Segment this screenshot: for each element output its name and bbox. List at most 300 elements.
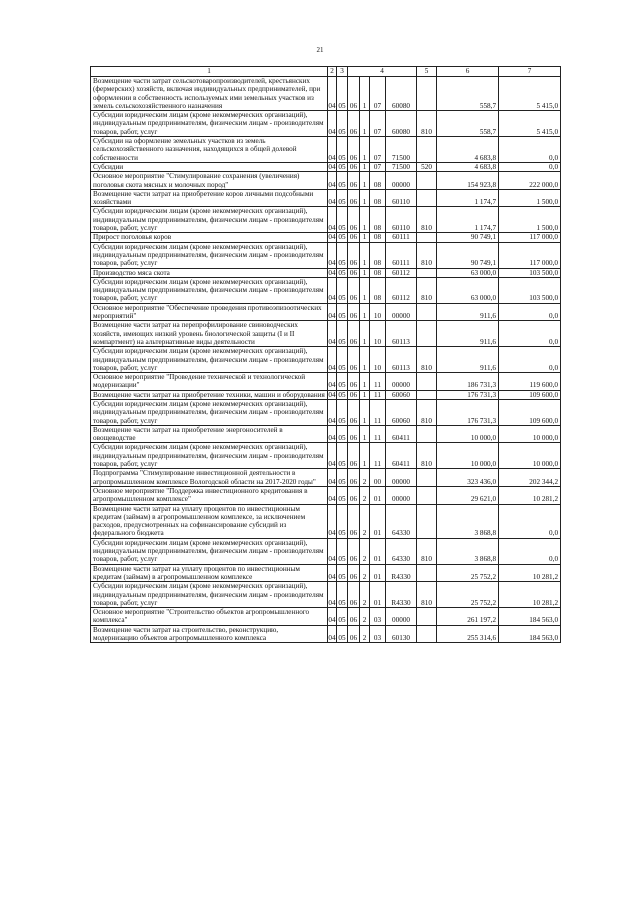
cell-amount-7: 0,0 xyxy=(499,538,561,564)
cell-amount-6: 176 731,3 xyxy=(437,399,499,425)
cell-amount-7: 10 000,0 xyxy=(499,425,561,443)
cell-code-2: 04 xyxy=(328,303,337,321)
cell-amount-6: 3 868,8 xyxy=(437,504,499,538)
cell-code-4c: 11 xyxy=(370,373,386,391)
cell-code-4c: 10 xyxy=(370,303,386,321)
cell-amount-6: 1 174,7 xyxy=(437,207,499,233)
cell-code-4a: 06 xyxy=(348,504,360,538)
cell-code-4a: 06 xyxy=(348,486,360,504)
cell-code-4d: R4330 xyxy=(386,564,417,582)
table-row xyxy=(91,538,561,564)
row-name: Прирост поголовья коров xyxy=(91,233,328,242)
row-name: Субсидии на оформление земельных участков из земель сельскохозяйственного назначения, находящихся в общей долевой собственности xyxy=(91,137,328,163)
row-name: Возмещение части затрат на приобретение техники, машин и оборудования xyxy=(91,390,328,399)
cell-code-4c: 01 xyxy=(370,582,386,608)
cell-code-4c: 01 xyxy=(370,564,386,582)
cell-code-4c: 07 xyxy=(370,162,386,171)
cell-code-4a: 06 xyxy=(348,469,360,487)
row-name: Возмещение части затрат сельскотоваропроизводителей, крестьянских (фермерских) хозяйств, включая индивидуальных предпринимателей, при оформлении в собственность используемых ими земельных участков из земель сельскохозяйственного назначения xyxy=(91,77,328,111)
cell-code-4b: 2 xyxy=(360,564,370,582)
table-row xyxy=(91,486,561,504)
cell-code-4d: 60130 xyxy=(386,625,417,643)
cell-code-2: 04 xyxy=(328,443,337,469)
cell-code-4b: 2 xyxy=(360,582,370,608)
cell-code-4b: 1 xyxy=(360,162,370,171)
cell-code-3: 05 xyxy=(337,425,348,443)
cell-code-4c: 07 xyxy=(370,77,386,111)
cell-code-3: 05 xyxy=(337,207,348,233)
cell-code-3: 05 xyxy=(337,111,348,137)
cell-amount-6: 63 000,0 xyxy=(437,277,499,303)
cell-amount-7: 117 000,0 xyxy=(499,233,561,242)
col-header-5: 5 xyxy=(417,67,437,77)
col-header-4: 4 xyxy=(348,67,417,77)
cell-amount-6: 1 174,7 xyxy=(437,189,499,207)
cell-code-4a: 06 xyxy=(348,207,360,233)
cell-code-5: 810 xyxy=(417,111,437,137)
cell-code-5 xyxy=(417,504,437,538)
cell-code-2: 04 xyxy=(328,504,337,538)
cell-amount-6: 176 731,3 xyxy=(437,390,499,399)
cell-code-3: 05 xyxy=(337,373,348,391)
cell-code-4b: 1 xyxy=(360,137,370,163)
table-row xyxy=(91,564,561,582)
cell-code-2: 04 xyxy=(328,207,337,233)
cell-code-4c: 10 xyxy=(370,321,386,347)
cell-code-3: 05 xyxy=(337,443,348,469)
cell-code-4d: 00000 xyxy=(386,486,417,504)
cell-code-4a: 06 xyxy=(348,303,360,321)
table-row xyxy=(91,625,561,643)
cell-code-5: 520 xyxy=(417,162,437,171)
cell-code-3: 05 xyxy=(337,172,348,190)
table-row xyxy=(91,77,561,111)
cell-code-2: 04 xyxy=(328,277,337,303)
page-number: 21 xyxy=(316,46,324,54)
cell-code-5: 810 xyxy=(417,399,437,425)
cell-amount-7: 0,0 xyxy=(499,347,561,373)
row-name: Субсидии юридическим лицам (кроме некоммерческих организаций), индивидуальным предпринимателям, физическим лицам - производителям товаров, работ, услуг xyxy=(91,277,328,303)
cell-code-3: 05 xyxy=(337,189,348,207)
cell-amount-7: 184 563,0 xyxy=(499,608,561,626)
cell-code-3: 05 xyxy=(337,77,348,111)
cell-code-3: 05 xyxy=(337,564,348,582)
cell-code-4a: 06 xyxy=(348,277,360,303)
cell-code-4c: 11 xyxy=(370,390,386,399)
cell-amount-7: 0,0 xyxy=(499,321,561,347)
cell-code-4c: 07 xyxy=(370,111,386,137)
cell-code-4b: 1 xyxy=(360,207,370,233)
cell-code-3: 05 xyxy=(337,242,348,268)
row-name: Возмещение части затрат на уплату процентов по инвестиционным кредитам (займам) в агропромышленном комплексе xyxy=(91,564,328,582)
table-body xyxy=(91,77,561,643)
col-header-7: 7 xyxy=(499,67,561,77)
col-header-3: 3 xyxy=(337,67,348,77)
cell-code-4a: 06 xyxy=(348,443,360,469)
cell-amount-7: 10 281,2 xyxy=(499,564,561,582)
cell-amount-6: 186 731,3 xyxy=(437,373,499,391)
table-row xyxy=(91,390,561,399)
cell-code-3: 05 xyxy=(337,399,348,425)
cell-code-4a: 06 xyxy=(348,425,360,443)
cell-code-2: 04 xyxy=(328,373,337,391)
cell-code-4a: 06 xyxy=(348,172,360,190)
row-name: Возмещение части затрат на перепрофилирование свиноводческих хозяйств, имеющих низкий уровень биологической защиты (I и II компартмент) на альтернативные виды деятельности xyxy=(91,321,328,347)
cell-code-2: 04 xyxy=(328,172,337,190)
cell-amount-7: 109 600,0 xyxy=(499,399,561,425)
table-row xyxy=(91,207,561,233)
cell-code-4d: 71500 xyxy=(386,137,417,163)
cell-code-3: 05 xyxy=(337,504,348,538)
cell-amount-6: 3 868,8 xyxy=(437,538,499,564)
cell-amount-7: 10 000,0 xyxy=(499,443,561,469)
cell-code-4d: 00000 xyxy=(386,172,417,190)
cell-code-4b: 1 xyxy=(360,373,370,391)
cell-amount-6: 558,7 xyxy=(437,111,499,137)
row-name: Возмещение части затрат на приобретение коров личными подсобными хозяйствами xyxy=(91,189,328,207)
cell-amount-7: 202 344,2 xyxy=(499,469,561,487)
cell-code-4c: 01 xyxy=(370,486,386,504)
cell-amount-7: 0,0 xyxy=(499,162,561,171)
cell-code-4d: 60060 xyxy=(386,390,417,399)
row-name: Производство мяса скота xyxy=(91,268,328,277)
cell-code-4b: 2 xyxy=(360,538,370,564)
table-row xyxy=(91,189,561,207)
table-row xyxy=(91,504,561,538)
cell-code-4d: 00000 xyxy=(386,608,417,626)
row-name: Субсидии юридическим лицам (кроме некоммерческих организаций), индивидуальным предпринимателям, физическим лицам - производителям товаров, работ, услуг xyxy=(91,538,328,564)
row-name: Возмещение части затрат на приобретение энергоносителей в овощеводстве xyxy=(91,425,328,443)
cell-amount-7: 109 600,0 xyxy=(499,390,561,399)
cell-code-3: 05 xyxy=(337,469,348,487)
cell-code-4a: 06 xyxy=(348,608,360,626)
cell-code-5: 810 xyxy=(417,347,437,373)
cell-code-4d: 60080 xyxy=(386,77,417,111)
cell-code-4b: 2 xyxy=(360,469,370,487)
cell-code-4b: 2 xyxy=(360,504,370,538)
cell-code-5 xyxy=(417,233,437,242)
table-row xyxy=(91,608,561,626)
cell-code-5 xyxy=(417,608,437,626)
cell-code-4c: 08 xyxy=(370,189,386,207)
cell-code-4b: 1 xyxy=(360,303,370,321)
cell-code-4b: 1 xyxy=(360,321,370,347)
cell-amount-7: 0,0 xyxy=(499,303,561,321)
cell-code-4b: 1 xyxy=(360,277,370,303)
cell-code-2: 04 xyxy=(328,321,337,347)
row-name: Подпрограмма "Стимулирование инвестиционной деятельности в агропромышленном комплексе Вологодской области на 2017-2020 годы" xyxy=(91,469,328,487)
cell-code-4b: 1 xyxy=(360,242,370,268)
row-name: Возмещение части затрат на строительство, реконструкцию, модернизацию объектов агропромышленного комплекса xyxy=(91,625,328,643)
cell-code-4c: 07 xyxy=(370,137,386,163)
budget-table xyxy=(90,66,561,643)
cell-code-5 xyxy=(417,390,437,399)
cell-code-5 xyxy=(417,564,437,582)
cell-code-4c: 08 xyxy=(370,207,386,233)
cell-code-4a: 06 xyxy=(348,373,360,391)
cell-amount-7: 5 415,0 xyxy=(499,111,561,137)
cell-amount-7: 222 000,0 xyxy=(499,172,561,190)
table-row xyxy=(91,347,561,373)
table-row xyxy=(91,137,561,163)
cell-code-5 xyxy=(417,303,437,321)
cell-code-2: 04 xyxy=(328,268,336,277)
cell-code-4d: 64330 xyxy=(386,538,417,564)
table-row xyxy=(91,443,561,469)
cell-code-5 xyxy=(417,172,437,190)
cell-code-5 xyxy=(417,268,437,277)
cell-code-4c: 08 xyxy=(370,233,386,242)
table-row xyxy=(91,373,561,391)
row-name: Субсидии юридическим лицам (кроме некоммерческих организаций), индивидуальным предпринимателям, физическим лицам - производителям товаров, работ, услуг xyxy=(91,582,328,608)
cell-amount-6: 154 923,8 xyxy=(437,172,499,190)
cell-code-4d: 60411 xyxy=(386,425,417,443)
cell-amount-6: 25 752,2 xyxy=(437,564,499,582)
cell-code-4b: 1 xyxy=(360,347,370,373)
row-name: Субсидии юридическим лицам (кроме некоммерческих организаций), индивидуальным предпринимателям, физическим лицам - производителям товаров, работ, услуг xyxy=(91,443,328,469)
cell-amount-6: 261 197,2 xyxy=(437,608,499,626)
row-name: Основное мероприятие "Стимулирование сохранения (увеличения) поголовья скота мясных и молочных пород" xyxy=(91,172,328,190)
cell-code-3: 05 xyxy=(337,582,348,608)
cell-code-4b: 1 xyxy=(360,189,370,207)
table-row xyxy=(91,233,561,242)
row-name: Возмещение части затрат на уплату процентов по инвестиционным кредитам (займам) в агропромышленном комплексе, за исключением расходов, предусмотренных на софинансирование субсидий из федерального бюджета xyxy=(91,504,328,538)
cell-amount-6: 911,6 xyxy=(437,347,499,373)
cell-amount-7: 0,0 xyxy=(499,137,561,163)
cell-code-4a: 06 xyxy=(348,233,360,242)
cell-code-2: 04 xyxy=(328,137,337,163)
cell-code-4a: 06 xyxy=(348,242,360,268)
cell-code-4a: 06 xyxy=(348,399,360,425)
cell-code-4b: 1 xyxy=(360,399,370,425)
cell-code-3: 05 xyxy=(337,277,348,303)
cell-code-4d: 60080 xyxy=(386,111,417,137)
cell-code-2: 04 xyxy=(328,486,337,504)
row-name: Основное мероприятие "Строительство объектов агропромышленного комплекса" xyxy=(91,608,328,626)
header-row xyxy=(91,67,561,77)
cell-code-3: 05 xyxy=(337,137,348,163)
cell-code-4a: 06 xyxy=(348,111,360,137)
cell-code-3: 05 xyxy=(338,390,346,399)
cell-code-2: 04 xyxy=(328,77,337,111)
cell-code-4c: 01 xyxy=(370,504,386,538)
table-row xyxy=(91,425,561,443)
cell-amount-7: 103 500,0 xyxy=(499,268,561,277)
col-header-2: 2 xyxy=(328,67,337,77)
cell-code-5: 810 xyxy=(417,242,437,268)
cell-code-4d: 00000 xyxy=(386,303,417,321)
cell-amount-6: 4 683,8 xyxy=(437,137,499,163)
table-row xyxy=(91,469,561,487)
cell-code-2: 04 xyxy=(328,111,337,137)
cell-code-4a: 06 xyxy=(348,538,360,564)
cell-code-4b: 1 xyxy=(360,233,370,242)
cell-code-3: 05 xyxy=(337,303,348,321)
table-row xyxy=(91,277,561,303)
cell-code-4c: 00 xyxy=(370,469,386,487)
cell-code-5: 810 xyxy=(417,277,437,303)
cell-code-3: 05 xyxy=(338,233,346,242)
cell-code-4c: 08 xyxy=(370,172,386,190)
cell-code-3: 05 xyxy=(338,268,346,277)
cell-amount-7: 184 563,0 xyxy=(499,625,561,643)
row-name: Субсидии xyxy=(91,162,328,171)
table-row xyxy=(91,172,561,190)
cell-code-4b: 1 xyxy=(360,443,370,469)
cell-code-5: 810 xyxy=(417,443,437,469)
cell-code-4b: 1 xyxy=(360,172,370,190)
cell-code-2: 04 xyxy=(328,162,336,171)
cell-code-2: 04 xyxy=(328,608,337,626)
table-row xyxy=(91,268,561,277)
cell-code-4b: 2 xyxy=(360,625,370,643)
row-name: Субсидии юридическим лицам (кроме некоммерческих организаций), индивидуальным предпринимателям, физическим лицам - производителям товаров, работ, услуг xyxy=(91,399,328,425)
cell-code-2: 04 xyxy=(328,390,336,399)
table-row xyxy=(91,242,561,268)
cell-code-4d: 60113 xyxy=(386,347,417,373)
col-header-6: 6 xyxy=(437,67,499,77)
cell-code-4d: 60411 xyxy=(386,443,417,469)
cell-code-4c: 11 xyxy=(370,399,386,425)
table-row xyxy=(91,111,561,137)
cell-code-5 xyxy=(417,425,437,443)
cell-code-4a: 06 xyxy=(348,347,360,373)
table-row xyxy=(91,582,561,608)
cell-code-4c: 08 xyxy=(370,242,386,268)
cell-amount-7: 119 600,0 xyxy=(499,373,561,391)
cell-code-5 xyxy=(417,77,437,111)
cell-code-4b: 2 xyxy=(360,608,370,626)
cell-amount-7: 10 281,2 xyxy=(499,582,561,608)
cell-code-3: 05 xyxy=(337,538,348,564)
cell-code-4d: 60110 xyxy=(386,189,417,207)
cell-code-2: 04 xyxy=(328,233,336,242)
cell-amount-7: 117 000,0 xyxy=(499,242,561,268)
cell-code-4d: 71500 xyxy=(386,162,417,171)
cell-code-3: 05 xyxy=(338,162,346,171)
cell-amount-6: 10 000,0 xyxy=(437,425,499,443)
cell-code-4d: 60111 xyxy=(386,242,417,268)
cell-amount-6: 10 000,0 xyxy=(437,443,499,469)
table-row xyxy=(91,303,561,321)
cell-amount-7: 5 415,0 xyxy=(499,77,561,111)
cell-code-4a: 06 xyxy=(348,321,360,347)
cell-code-2: 04 xyxy=(328,564,337,582)
cell-code-2: 04 xyxy=(328,399,337,425)
cell-code-4a: 06 xyxy=(348,137,360,163)
cell-code-4c: 08 xyxy=(370,268,386,277)
cell-code-4a: 06 xyxy=(348,390,360,399)
cell-code-4b: 1 xyxy=(360,390,370,399)
cell-amount-7: 1 500,0 xyxy=(499,207,561,233)
cell-code-5 xyxy=(417,373,437,391)
cell-amount-7: 10 281,2 xyxy=(499,486,561,504)
cell-code-4d: 64330 xyxy=(386,504,417,538)
cell-amount-6: 323 436,0 xyxy=(437,469,499,487)
cell-code-5 xyxy=(417,189,437,207)
row-name: Основное мероприятие "Проведение технической и технологической модернизации" xyxy=(91,373,328,391)
cell-code-4d: 60112 xyxy=(386,277,417,303)
cell-code-2: 04 xyxy=(328,425,337,443)
cell-code-4d: 60110 xyxy=(386,207,417,233)
cell-code-4a: 06 xyxy=(348,564,360,582)
cell-code-4a: 06 xyxy=(348,268,360,277)
cell-code-2: 04 xyxy=(328,625,337,643)
cell-code-4c: 03 xyxy=(370,625,386,643)
cell-code-5: 810 xyxy=(417,207,437,233)
cell-code-2: 04 xyxy=(328,582,337,608)
cell-code-4b: 2 xyxy=(360,486,370,504)
cell-code-3: 05 xyxy=(337,321,348,347)
cell-amount-7: 103 500,0 xyxy=(499,277,561,303)
cell-amount-6: 558,7 xyxy=(437,77,499,111)
table-row xyxy=(91,321,561,347)
cell-code-4d: R4330 xyxy=(386,582,417,608)
cell-amount-6: 90 749,1 xyxy=(437,233,499,242)
cell-amount-7: 0,0 xyxy=(499,504,561,538)
cell-code-4b: 1 xyxy=(360,77,370,111)
cell-code-3: 05 xyxy=(337,347,348,373)
cell-amount-6: 4 683,8 xyxy=(437,162,499,171)
cell-code-4d: 00000 xyxy=(386,373,417,391)
cell-code-4b: 1 xyxy=(360,111,370,137)
cell-code-4c: 08 xyxy=(370,277,386,303)
cell-amount-6: 255 314,6 xyxy=(437,625,499,643)
cell-code-4c: 11 xyxy=(370,443,386,469)
cell-code-5: 810 xyxy=(417,538,437,564)
cell-code-2: 04 xyxy=(328,347,337,373)
cell-code-2: 04 xyxy=(328,469,337,487)
cell-code-4b: 1 xyxy=(360,268,370,277)
cell-code-5 xyxy=(417,469,437,487)
cell-amount-6: 25 752,2 xyxy=(437,582,499,608)
cell-amount-6: 90 749,1 xyxy=(437,242,499,268)
cell-code-4c: 11 xyxy=(370,425,386,443)
table-row xyxy=(91,162,561,171)
cell-code-4c: 01 xyxy=(370,538,386,564)
cell-code-4d: 60113 xyxy=(386,321,417,347)
cell-code-3: 05 xyxy=(337,486,348,504)
cell-amount-6: 911,6 xyxy=(437,321,499,347)
table-row xyxy=(91,399,561,425)
cell-code-4d: 60112 xyxy=(386,268,417,277)
cell-code-2: 04 xyxy=(328,242,337,268)
cell-code-2: 04 xyxy=(328,538,337,564)
cell-code-5 xyxy=(417,321,437,347)
cell-amount-7: 1 500,0 xyxy=(499,189,561,207)
cell-code-4c: 10 xyxy=(370,347,386,373)
row-name: Субсидии юридическим лицам (кроме некоммерческих организаций), индивидуальным предпринимателям, физическим лицам - производителям товаров, работ, услуг xyxy=(91,347,328,373)
cell-code-4a: 06 xyxy=(348,162,360,171)
cell-code-4c: 03 xyxy=(370,608,386,626)
cell-code-5 xyxy=(417,625,437,643)
row-name: Основное мероприятие "Обеспечение проведения противоэпизоотических мероприятий" xyxy=(91,303,328,321)
cell-amount-6: 911,6 xyxy=(437,303,499,321)
cell-code-4a: 06 xyxy=(348,77,360,111)
cell-code-5: 810 xyxy=(417,582,437,608)
cell-code-4d: 00000 xyxy=(386,469,417,487)
row-name: Субсидии юридическим лицам (кроме некоммерческих организаций), индивидуальным предпринимателям, физическим лицам - производителям товаров, работ, услуг xyxy=(91,242,328,268)
cell-code-4d: 60111 xyxy=(386,233,417,242)
cell-code-4a: 06 xyxy=(348,625,360,643)
cell-code-5 xyxy=(417,486,437,504)
cell-code-4d: 60060 xyxy=(386,399,417,425)
cell-code-4b: 1 xyxy=(360,425,370,443)
cell-amount-6: 63 000,0 xyxy=(437,268,499,277)
row-name: Субсидии юридическим лицам (кроме некоммерческих организаций), индивидуальным предпринимателям, физическим лицам - производителям товаров, работ, услуг xyxy=(91,207,328,233)
cell-code-3: 05 xyxy=(337,608,348,626)
col-header-1: 1 xyxy=(91,67,328,77)
